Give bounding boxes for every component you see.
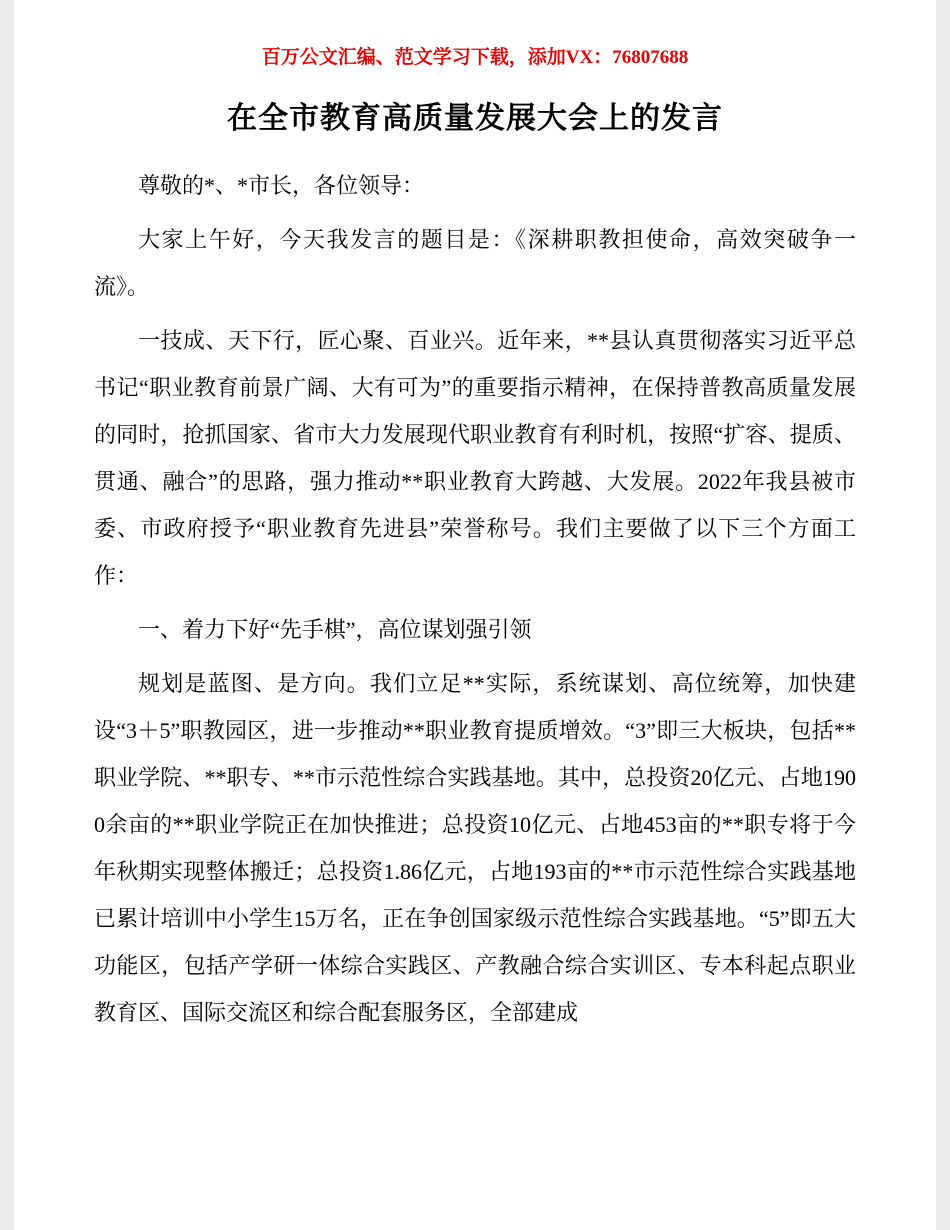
document-page bbox=[14, 0, 936, 1230]
document-title: 在全市教育高质量发展大会上的发言 bbox=[227, 102, 723, 135]
body-paragraph-2: 规划是蓝图、是方向。我们立足**实际，系统谋划、高位统筹，加快建设“3＋5”职教园区，进一步推动**职业教育提质增效。“3”即三大板块，包括**职业学院、**职专、**市示范性综合实践基地。其中，总投资20亿元、占地1900余亩的**职业学院正在加快推进；总投资10亿元、占地453亩的**职专将于今年秋期实现整体搬迁；总投资1.86亿元，占地193亩的**市示范性综合实践基地已累计培训中小学生15万名，正在争创国家级示范性综合实践基地。“5”即五大功能区，包括产学研一体综合实践区、产教融合综合实训区、专本科起点职业教育区、国际交流区和综合配套服务区，全部建成 bbox=[94, 671, 856, 1025]
section-heading-1: 一、着力下好“先手棋”，高位谋划强引领 bbox=[138, 617, 532, 642]
opening-paragraph: 大家上午好，今天我发言的题目是：《深耕职教担使命，高效突破争一流》。 bbox=[94, 227, 856, 299]
body-paragraph-1: 一技成、天下行，匠心聚、百业兴。近年来，**县认真贯彻落实习近平总书记“职业教育前景广阔、大有可为”的重要指示精神，在保持普教高质量发展的同时，抢抓国家、省市大力发展现代职业教育有利时机，按照“扩容、提质、贯通、融合”的思路，强力推动**职业教育大跨越、大发展。2022年我县被市委、市政府授予“职业教育先进县”荣誉称号。我们主要做了以下三个方面工作： bbox=[94, 328, 856, 588]
promo-notice: 百万公文汇编、范文学习下载，添加VX：76807688 bbox=[261, 47, 689, 68]
salutation-paragraph: 尊敬的*、*市长，各位领导： bbox=[138, 173, 425, 198]
